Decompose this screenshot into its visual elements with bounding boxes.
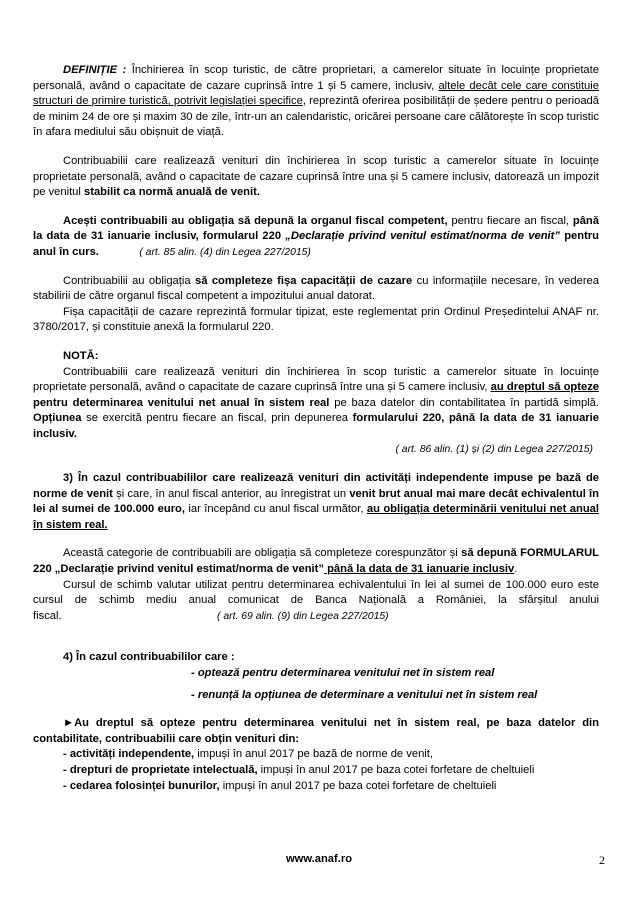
option-opt-out: - renunță la opțiunea de determinare a venitului net în sistem real — [191, 688, 538, 701]
exchange-rate-paragraph: Cursul de schimb valutar utilizat pentru determinarea echivalentului în lei al sumei de 100.000 euro este cursul de schimb mediu anual comunicat de Banca Națională a României, la sfârșitul anului fiscal. ( art. 69 alin. (9) din Legea 227/2015) — [33, 578, 599, 622]
page-footer — [0, 853, 638, 869]
section-4-title: 4) În cazul contribuabililor care : — [63, 651, 235, 664]
definition-paragraph: DEFINIȚIE : Închirierea în scop turistic, de către proprietari, a camerelor situate în locuințe proprietate personală, având o capacitate de cazare cuprinsă între 1 și 5 camere, inclusiv, altele decât cele care constituie structuri de primire turistică, potrivit legislației specifice, reprezintă oferirea posibilității de ședere pentru o perioadă de minim 24 de ore și maxim 30 de zile, într-un an calendaristic, oricărei persoane care călătorește în scop turistic în afara mediului său obișnuit de viață. — [33, 64, 600, 139]
legal-reference: ( art. 86 alin. (1) și (2) din Legea 227/2015) — [395, 444, 593, 456]
option-opt-in: - optează pentru determinarea venitului net în sistem real — [191, 667, 495, 679]
section-3-paragraph: 3) În cazul contribuabililor care realizează venituri din activități independente impuse pe bază de norme de venit și care, în anul fiscal anterior, au înregistrat un venit brut anual mai mare decât echivalentul în lei al sumei de 100.000 euro, iar începând cu anul fiscal următor, au obligația determinării venitului net anual în sistem real. — [33, 472, 599, 531]
pointer-arrow-icon: ► — [63, 717, 75, 730]
note-paragraph: Contribuabilii care realizează venituri din închirierea în scop turistic a camerelor situate în locuințe proprietate personală, având o capacitate de cazare cuprinsă între una și 5 camere inclusiv, au dreptul să opteze pentru determinarea venitului net anual în sistem real pe baza datelor din contabilitatea în partidă simplă. Opțiunea se exercită pentru fiecare an fiscal, prin depunerea formularului 220, până la data de 31 ianuarie inclusiv. — [33, 365, 600, 440]
document-body — [33, 63, 599, 794]
legal-reference: ( art. 69 alin. (9) din Legea 227/2015) — [217, 610, 389, 622]
section-3-obligation: Această categorie de contribuabili are obligația să completeze corespunzător și să depună FORMULARUL 220 „Declarație privind venitul estimat/norma de venit” până la data de 31 ianuarie inclusiv. — [33, 547, 599, 576]
filing-obligation-paragraph: Acești contribuabili au obligația să depună la organul fiscal competent, pentru fiecare an fiscal, până la data de 31 ianuarie inclusiv, formularul 220 „Declarație privind venitul estimat/norma de venit” pentru anul în curs. ( art. 85 alin. (4) din Legea 227/2015) — [33, 214, 599, 258]
right-to-opt-paragraph: ►Au dreptul să opteze pentru determinarea venitului net în sistem real, pe baza datelor din contabilitate, contribuabilii care obțin venituri din: — [33, 717, 599, 745]
capacity-form-paragraph: Fișa capacității de cazare reprezintă formular tipizat, este reglementat prin Ordinul Președintelui ANAF nr. 3780/2017, și constituie anexă la formularul 220. — [33, 305, 599, 334]
list-item: - cedarea folosinței bunurilor, impuși în anul 2017 pe baza cotei forfetare de cheltuieli — [63, 779, 497, 792]
definition-term: DEFINIȚIE : — [63, 64, 127, 76]
footer-website-link[interactable]: www.anaf.ro — [285, 853, 353, 865]
legal-reference: ( art. 85 alin. (4) din Legea 227/2015) — [139, 246, 311, 258]
underlined-clause: altele decât cele care constituie structuri de primire turistică, potrivit legislației specifice — [33, 79, 599, 108]
capacity-sheet-paragraph: Contribuabilii au obligația să completeze fișa capacității de cazare cu informațiile necesare, în vederea stabilirii de către organul fiscal competent a impozitului anual datorat. — [33, 274, 599, 303]
list-item: - drepturi de proprietate intelectuală, impuși în anul 2017 pe baza cotei forfetare de cheltuieli — [63, 763, 535, 776]
page-number: 2 — [599, 853, 605, 867]
note-title: NOTĂ: — [63, 349, 99, 362]
list-item: - activități independente, impuși în anul 2017 pe bază de norme de venit, — [63, 748, 433, 761]
tax-norm-paragraph: Contribuabilii care realizează venituri din închirierea în scop turistic a camerelor situate în locuințe proprietate personală, având o capacitate de cazare cuprinsă între una și 5 camere inclusiv, datorează un impozit pe venitul stabilit ca normă anuală de venit. — [33, 154, 599, 199]
